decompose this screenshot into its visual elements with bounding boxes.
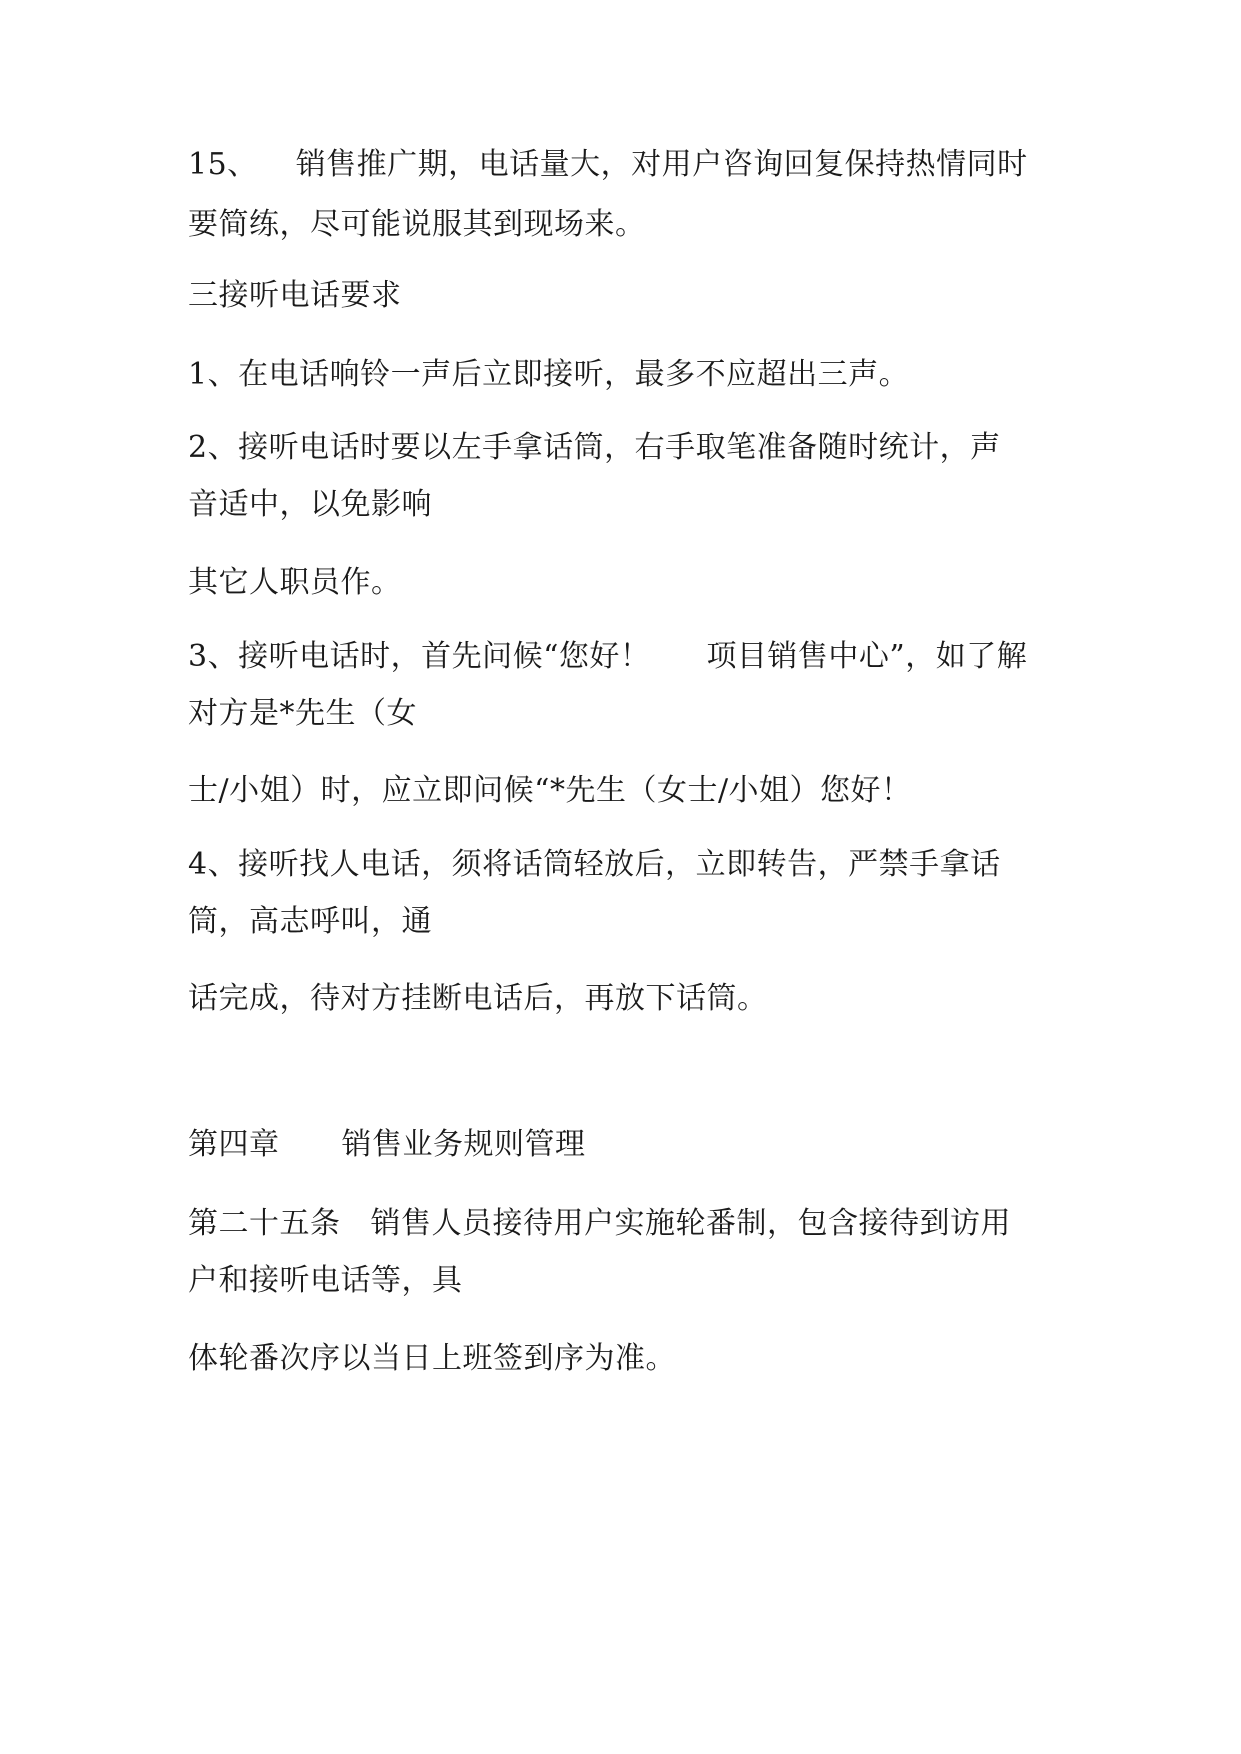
item-15-line-2: 要简练，尽可能说服其到现场来。 [188, 207, 646, 242]
rule-2-line-3: 其它人职员作。 [188, 565, 402, 600]
article-25-text: 销售人员接待用户实施轮番制，包含接待到访用 [370, 1206, 1011, 1241]
rule-3-line-2: 对方是*先生（女 [188, 696, 417, 731]
rule-4-line-1: 4、接听找人电话，须将话筒轻放后，立即转告，严禁手拿话 [188, 847, 1001, 882]
article-25-line-1 [188, 1204, 1011, 1244]
rule-2-line-2: 音适中，以免影响 [188, 487, 432, 522]
rule-4-line-3: 话完成，待对方挂断电话后，再放下话筒。 [188, 981, 768, 1016]
item-15-line-1 [188, 145, 1028, 185]
item-15-text: 销售推广期，电话量大，对用户咨询回复保持热情同时 [295, 147, 1028, 182]
article-25-label: 第二十五条 [188, 1206, 341, 1241]
item-15-number: 15、 [188, 147, 258, 182]
chapter-heading [188, 1125, 586, 1165]
rule-4-line-2: 筒，高志呼叫，通 [188, 904, 432, 939]
rule-3-line-1 [188, 637, 1027, 677]
rule-2-line-1: 2、接听电话时要以左手拿话筒，右手取笔准备随时统计，声 [188, 430, 1001, 465]
rule-3-center: 项目销售中心”，如了解 [706, 639, 1028, 674]
rule-1: 1、在电话响铃一声后立即接听，最多不应超出三声。 [188, 357, 910, 392]
rule-3-greeting: 3、接听电话时，首先问候“您好！ [188, 639, 651, 674]
chapter-label: 第四章 [188, 1127, 280, 1162]
section-heading: 三接听电话要求 [188, 278, 402, 313]
rule-3-line-3: 士/小姐）时，应立即问候“*先生（女士/小姐）您好！ [188, 773, 912, 808]
chapter-title: 销售业务规则管理 [341, 1127, 586, 1162]
article-25-line-2: 户和接听电话等，具 [188, 1263, 463, 1298]
article-25-line-3: 体轮番次序以当日上班签到序为准。 [188, 1341, 676, 1376]
